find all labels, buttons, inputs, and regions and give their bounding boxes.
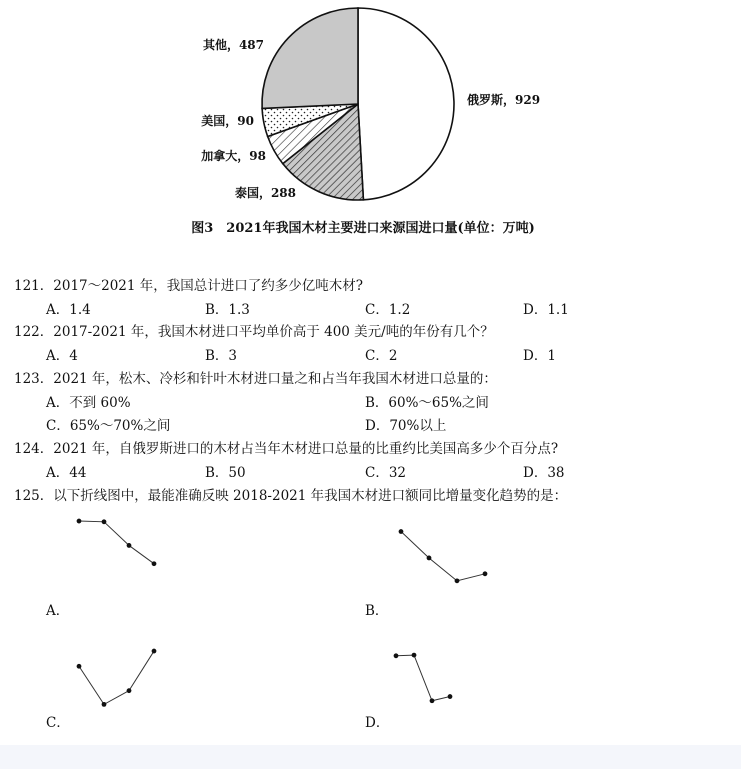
option-c-line-chart[interactable] [70, 640, 165, 720]
slice-label-3: 美国，90 [201, 114, 254, 128]
question-stem: 121．2017～2021 年，我国总计进口了约多少亿吨木材? [14, 278, 364, 294]
answer-option[interactable]: D．1 [523, 348, 556, 364]
trend-point [152, 561, 157, 566]
answer-option[interactable]: D．38 [523, 465, 565, 481]
answer-option[interactable]: A．44 [46, 465, 87, 481]
trend-point [102, 519, 107, 524]
option-a-line-chart[interactable] [70, 510, 165, 590]
trend-line [401, 532, 485, 581]
trend-point [102, 702, 107, 707]
question-stem: 125．以下折线图中，最能准确反映 2018-2021 年我国木材进口额同比增量变化趋势的是： [14, 488, 568, 504]
answer-option[interactable]: B．60%～65%之间 [365, 395, 489, 411]
trend-point [127, 543, 132, 548]
slice-label-1: 泰国，288 [234, 186, 296, 200]
pie-chart [0, 0, 741, 245]
trend-point [394, 653, 399, 658]
answer-option[interactable]: A．1.4 [46, 302, 91, 318]
option-b-line-chart[interactable] [390, 520, 495, 610]
answer-option[interactable]: D．1.1 [523, 302, 569, 318]
pie-slice-0 [358, 8, 454, 200]
answer-option[interactable]: B．50 [205, 465, 246, 481]
answer-option[interactable]: A．4 [46, 348, 78, 364]
trend-point [77, 519, 82, 524]
answer-option[interactable]: B． [365, 603, 389, 619]
trend-point [430, 698, 435, 703]
trend-point [455, 578, 460, 583]
answer-option[interactable]: C．65%～70%之间 [46, 418, 171, 434]
trend-point [77, 664, 82, 669]
trend-point [399, 529, 404, 534]
slice-label-4: 其他，487 [202, 38, 264, 52]
trend-point [412, 653, 417, 658]
answer-option[interactable]: C．1.2 [365, 302, 411, 318]
answer-option[interactable]: C．2 [365, 348, 398, 364]
question-stem: 123．2021 年，松木、冷杉和针叶木材进口量之和占当年我国木材进口总量的： [14, 371, 497, 387]
trend-line [79, 651, 154, 704]
answer-option[interactable]: A． [46, 603, 70, 619]
trend-point [448, 694, 453, 699]
trend-point [427, 556, 432, 561]
pie-slice-4 [262, 8, 358, 108]
answer-option[interactable]: B．1.3 [205, 302, 250, 318]
trend-point [127, 688, 132, 693]
answer-option[interactable]: A．不到 60% [46, 395, 131, 411]
answer-option[interactable]: C． [46, 715, 70, 731]
trend-point [152, 649, 157, 654]
trend-line [396, 655, 450, 701]
question-stem: 122．2017-2021 年，我国木材进口平均单价高于 400 美元/吨的年份有几个？ [14, 324, 494, 340]
chart-title: 图3 2021年我国木材主要进口来源国进口量(单位：万吨) [191, 221, 535, 236]
footer-band [0, 745, 741, 769]
slice-label-2: 加拿大，98 [201, 149, 266, 163]
answer-option[interactable]: D． [365, 715, 390, 731]
trend-line [79, 521, 154, 564]
answer-option[interactable]: B．3 [205, 348, 238, 364]
trend-point [483, 571, 488, 576]
slice-label-0: 俄罗斯，929 [467, 93, 541, 107]
option-d-line-chart[interactable] [390, 645, 460, 720]
answer-option[interactable]: C．32 [365, 465, 407, 481]
answer-option[interactable]: D．70%以上 [365, 418, 447, 434]
question-stem: 124．2021 年，自俄罗斯进口的木材占当年木材进口总量的比重约比美国高多少个百分点? [14, 441, 559, 457]
